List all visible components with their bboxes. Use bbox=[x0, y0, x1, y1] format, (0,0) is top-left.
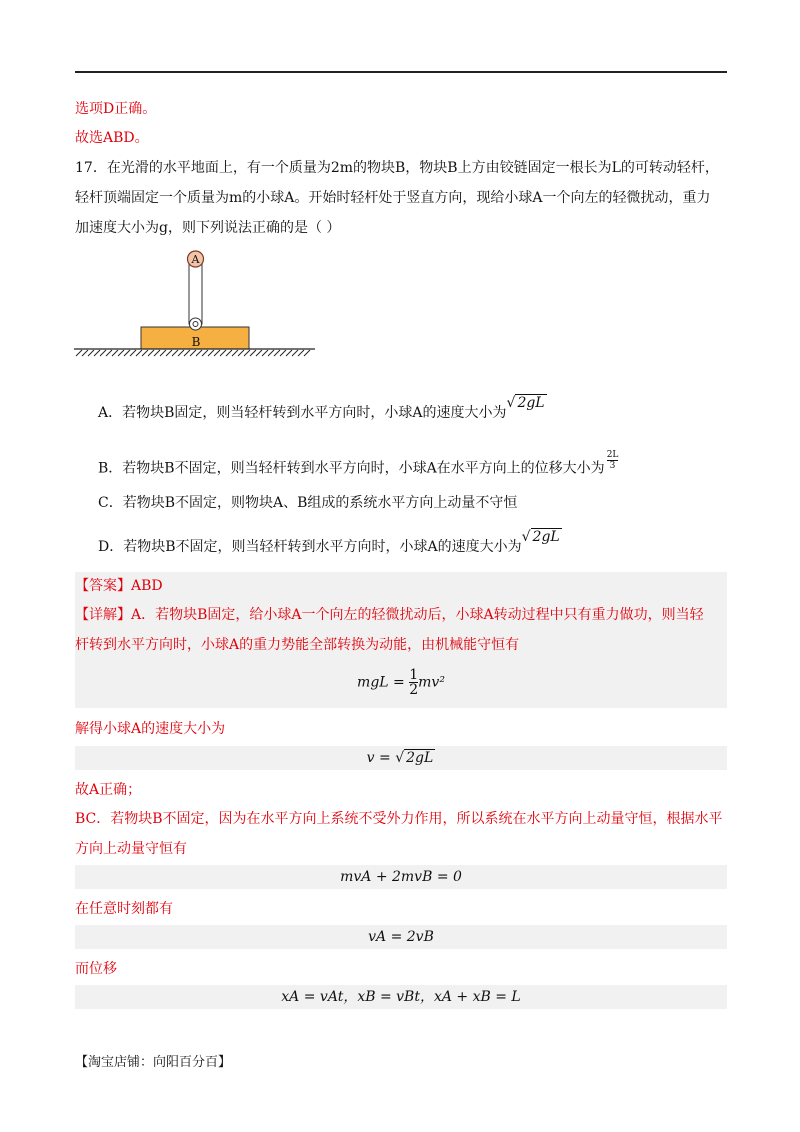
block-b-label: B bbox=[191, 335, 201, 349]
option-d-radicand: 2gL bbox=[532, 529, 560, 545]
light-rod bbox=[189, 264, 202, 324]
eq1-right: mv² bbox=[418, 674, 445, 691]
option-b bbox=[98, 450, 619, 479]
option-b-fraction bbox=[607, 450, 619, 471]
any-time-text: 在任意时刻都有 bbox=[75, 901, 173, 917]
hinge-inner bbox=[193, 322, 198, 327]
option-a-text: A．若物块B固定，则当轻杆转到水平方向时，小球A的速度大小为 bbox=[98, 405, 507, 421]
ground-hatch bbox=[76, 350, 310, 356]
question-line-3: 加速度大小为g，则下列说法正确的是（ ） bbox=[75, 220, 341, 236]
option-d-sqrt: √ 2gL bbox=[521, 529, 560, 545]
eq2-sqrt: √ 2gL bbox=[395, 750, 434, 766]
option-a bbox=[98, 395, 547, 423]
bc-line-2: 方向上动量守恒有 bbox=[75, 841, 187, 857]
ball-a-label: A bbox=[191, 253, 200, 266]
displacement-text: 而位移 bbox=[75, 961, 117, 977]
equation-energy bbox=[75, 668, 727, 697]
question-line-2: 轻杆顶端固定一个质量为m的小球A。开始时轻杆处于竖直方向，现给小球A一个向左的轻微扰动，重力 bbox=[75, 190, 711, 206]
equation-displacement: xA = vAt，xB = vBt，xA + xB = L bbox=[281, 989, 521, 1005]
detail-line-2: 杆转到水平方向时，小球A的重力势能全部转换为动能，由机械能守恒有 bbox=[75, 637, 520, 653]
physics-figure bbox=[70, 246, 320, 358]
bc-line-1: BC．若物块B不固定，因为在水平方向上系统不受外力作用，所以系统在水平方向上动量守恒，根据水平 bbox=[75, 811, 723, 827]
eq2-radicand: 2gL bbox=[406, 750, 434, 766]
eq1-left: mgL = bbox=[357, 674, 410, 691]
eq2-left: v = bbox=[366, 750, 396, 766]
prev-choose: 故选ABD。 bbox=[75, 130, 149, 146]
eq1-denominator: 2 bbox=[409, 682, 419, 698]
equation-velocity bbox=[75, 747, 727, 769]
option-b-text: B．若物块B不固定，则当轻杆转到水平方向时，小球A在水平方向上的位移大小为 bbox=[98, 460, 605, 477]
option-a-radicand: 2gL bbox=[517, 395, 545, 411]
eq1-fraction bbox=[409, 668, 418, 697]
option-c: C．若物块B不固定，则物块A、B组成的系统水平方向上动量不守恒 bbox=[98, 495, 518, 511]
a-correct: 故A正确； bbox=[75, 782, 142, 798]
footer-shop: 【淘宝店铺：向阳百分百】 bbox=[75, 1055, 232, 1070]
equation-momentum: mvA + 2mvB = 0 bbox=[340, 869, 462, 885]
prev-option-d: 选项D正确。 bbox=[75, 101, 157, 117]
option-d bbox=[98, 529, 562, 557]
solve-text: 解得小球A的速度大小为 bbox=[75, 721, 226, 737]
equation-velocity-ratio: vA = 2vB bbox=[368, 929, 434, 945]
option-b-denominator: 3 bbox=[607, 460, 619, 471]
option-d-text: D．若物块B不固定，则当轻杆转到水平方向时，小球A的速度大小为 bbox=[98, 539, 522, 555]
eq1-numerator: 1 bbox=[409, 667, 419, 683]
option-b-numerator: 2L bbox=[606, 450, 619, 460]
answer-label: 【答案】ABD bbox=[75, 578, 163, 594]
question-line-1: 17．在光滑的水平地面上，有一个质量为2m的物块B，物块B上方由铰链固定一根长为L的可转动轻杆， bbox=[75, 160, 719, 176]
option-a-sqrt: √ 2gL bbox=[506, 395, 545, 411]
header-rule bbox=[75, 71, 727, 73]
detail-line-1: 【详解】A．若物块B固定，给小球A一个向左的轻微扰动后，小球A转动过程中只有重力做功，则当轻 bbox=[75, 607, 704, 623]
